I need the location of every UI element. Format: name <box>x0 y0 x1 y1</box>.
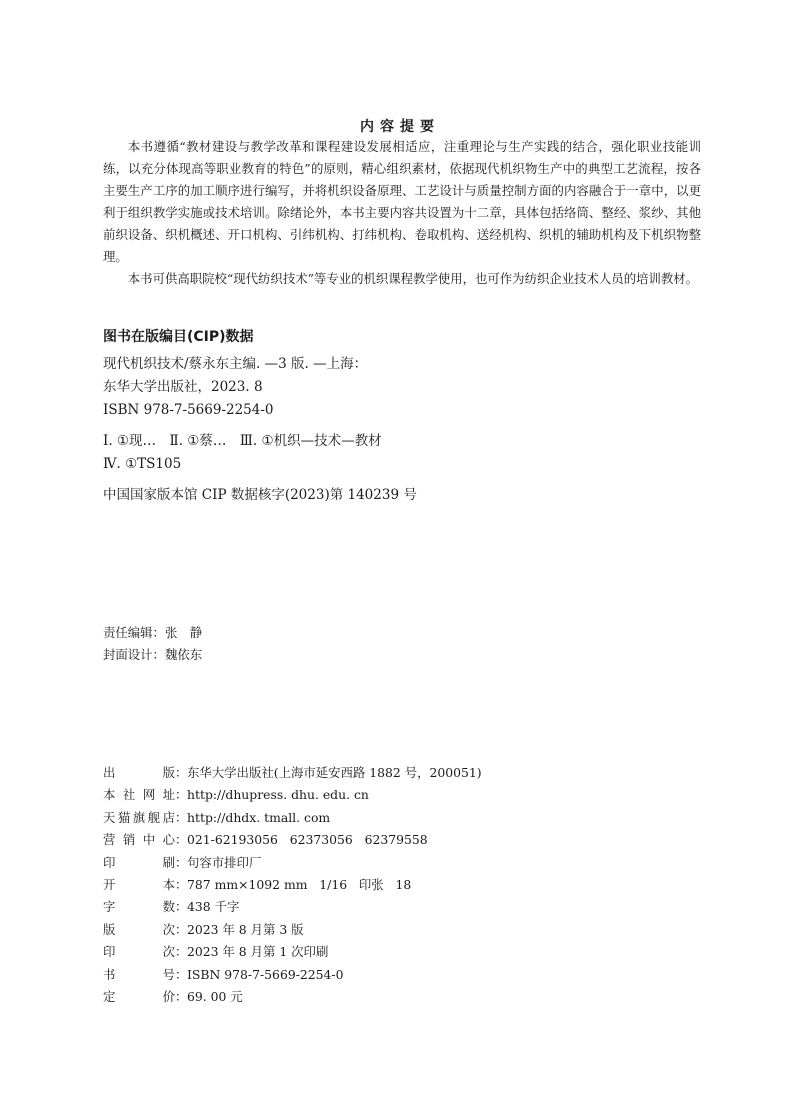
cip-line: 东华大学出版社，2023. 8 <box>103 379 263 395</box>
summary-paragraph: 本书遵循“教材建设与教学改革和课程建设发展相适应，注重理论与生产实践的结合，强化职业技能训练，以充分体现高等职业教育的特色”的原则，精心组织素材，依据现代机织物生产中的典型工艺流程，按各主要生产工序的加工顺序进行编写，并将机织设备原理、工艺设计与质量控制方面的内容融合于一章中，以更利于组织教学实施或技术培训。除绪论外，本书主要内容共设置为十二章，具体包括络筒、整经、浆纱、其他前织设备、织机概述、开口机构、引纬机构、打纬机构、卷取机构、送经机构、织机的辅助机构及下机织物整理。 <box>103 139 701 264</box>
publication-row: 定 价 ： 69. 00 元 <box>103 986 703 1008</box>
publication-row: 印 次 ： 2023 年 8 月第 1 次印刷 <box>103 941 703 963</box>
cip-heading: 图书在版编目(CIP)数据 <box>103 329 254 345</box>
publication-label: 书 号 <box>103 966 175 982</box>
summary-paragraph: 本书可供高职院校“现代纺织技术”等专业的机织课程教学使用，也可作为纺织企业技术人员的培训教材。 <box>127 271 699 286</box>
staff-credits <box>103 622 202 666</box>
publication-value: 438 千字 <box>187 899 240 915</box>
publication-value: http://dhdx. tmall. com <box>187 809 331 825</box>
cip-line: ISBN 978-7-5669-2254-0 <box>103 402 274 418</box>
publication-label: 版 次 <box>103 921 175 937</box>
publication-label: 营 销 中 心 <box>103 832 175 848</box>
publication-label: 天 猫 旗 舰 店 <box>103 809 175 825</box>
cip-classification-line: Ⅳ. ①TS105 <box>103 456 182 472</box>
publication-row: 本 社 网 址 ： http://dhupress. dhu. edu. cn <box>103 784 703 806</box>
publication-label: 开 本 <box>103 877 175 893</box>
publication-label: 字 数 <box>103 899 175 915</box>
cip-bibliographic-info <box>103 353 367 422</box>
publication-value: 2023 年 8 月第 3 版 <box>187 921 304 937</box>
publication-label: 印 次 <box>103 944 175 960</box>
publication-row: 开 本 ： 787 mm×1092 mm 1/16 印张 18 <box>103 874 703 896</box>
publication-value: 2023 年 8 月第 1 次印刷 <box>187 944 329 960</box>
publication-row: 出 版 ： 东华大学出版社(上海市延安西路 1882 号，200051) <box>103 762 703 784</box>
summary-title: 内容提要 <box>360 119 440 135</box>
publication-value: 69. 00 元 <box>187 989 243 1005</box>
cip-classification <box>103 430 382 476</box>
publication-value: 021-62193056 62373056 62379558 <box>187 832 428 848</box>
publication-value: http://dhupress. dhu. edu. cn <box>187 787 369 803</box>
cip-classification-line: Ⅰ. ①现… Ⅱ. ①蔡… Ⅲ. ①机织—技术—教材 <box>103 433 382 449</box>
publication-label: 出 版 <box>103 765 175 780</box>
publication-value: 787 mm×1092 mm 1/16 印张 18 <box>187 877 412 893</box>
publication-label: 定 价 <box>103 989 175 1005</box>
cip-line: 现代机织技术/蔡永东主编. —3 版. —上海： <box>103 356 368 372</box>
publication-info <box>103 762 703 1008</box>
publication-value: ISBN 978-7-5669-2254-0 <box>187 966 344 982</box>
cip-record-number: 中国国家版本馆 CIP 数据核字(2023)第 140239 号 <box>103 487 417 503</box>
publication-label: 本 社 网 址 <box>103 787 175 803</box>
cip-record <box>103 484 417 507</box>
publication-row: 天 猫 旗 舰 店 ： http://dhdx. tmall. com <box>103 807 703 829</box>
publication-row: 营 销 中 心 ： 021-62193056 62373056 62379558 <box>103 829 703 851</box>
publication-row: 版 次 ： 2023 年 8 月第 3 版 <box>103 919 703 941</box>
publication-row: 印 刷 ： 句容市排印厂 <box>103 852 703 874</box>
publication-label: 印 刷 <box>103 854 175 870</box>
publication-value: 句容市排印厂 <box>187 854 262 870</box>
cover-designer: 封面设计：魏依东 <box>103 647 203 662</box>
publication-row: 书 号 ： ISBN 978-7-5669-2254-0 <box>103 964 703 986</box>
publication-value: 东华大学出版社(上海市延安西路 1882 号，200051) <box>187 765 482 780</box>
responsible-editor: 责任编辑：张 静 <box>103 625 203 640</box>
publication-row: 字 数 ： 438 千字 <box>103 896 703 918</box>
summary-body <box>103 136 701 290</box>
